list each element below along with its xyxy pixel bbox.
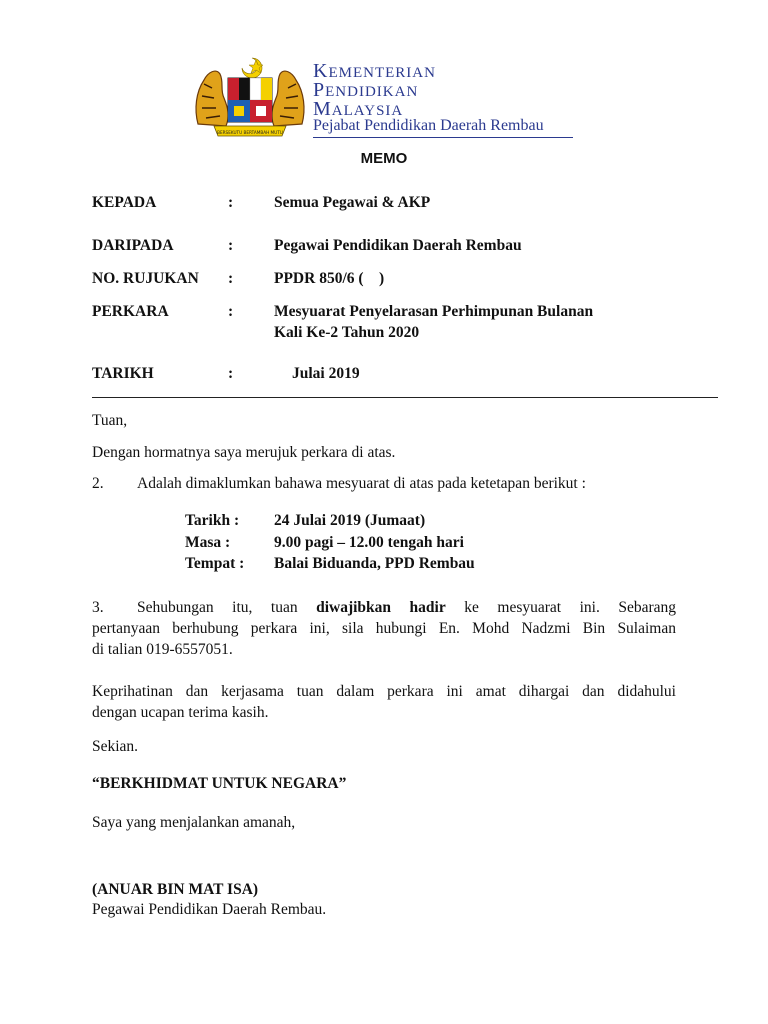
field-value-tarikh: Julai 2019	[292, 365, 360, 382]
field-label-kepada: KEPADA	[92, 194, 157, 211]
salutation: Tuan,	[92, 412, 128, 429]
paragraph-3-line-1: 3. Sehubungan itu, tuan diwajibkan hadir ke mesyuarat ini. Sebarang	[92, 599, 677, 616]
detail-value-tarikh: 24 Julai 2019 (Jumaat)	[274, 512, 426, 529]
field-colon-tarikh: :	[228, 365, 234, 382]
field-colon-rujukan: :	[228, 270, 234, 287]
field-label-daripada: DARIPADA	[92, 237, 174, 254]
signatory-name: (ANUAR BIN MAT ISA)	[92, 881, 259, 898]
paragraph-3-line-3: di talian 019-6557051.	[92, 641, 233, 658]
ministry-name-line-1: KEMENTERIAN	[313, 60, 436, 82]
detail-label-tempat: Tempat :	[185, 555, 245, 572]
ministry-crest-logo	[190, 54, 310, 140]
mandatory-attendance-text: diwajibkan hadir	[316, 599, 446, 616]
motto: “BERKHIDMAT UNTUK NEGARA”	[92, 775, 347, 792]
ministry-name-line-2: PENDIDIKAN	[313, 79, 419, 101]
field-value-rujukan: PPDR 850/6 ( )	[274, 270, 385, 287]
trust-line: Saya yang menjalankan amanah,	[92, 814, 296, 831]
field-colon-daripada: :	[228, 237, 234, 254]
field-value-daripada: Pegawai Pendidikan Daerah Rembau	[274, 237, 522, 254]
paragraph-3-line-2: pertanyaan berhubung perkara ini, sila hubungi En. Mohd Nadzmi Bin Sulaiman	[92, 620, 676, 637]
field-value-perkara-line-1: Mesyuarat Penyelarasan Perhimpunan Bulanan	[274, 303, 594, 320]
office-name: Pejabat Pendidikan Daerah Rembau	[313, 117, 544, 134]
ministry-name-line-3: MALAYSIA	[313, 98, 404, 120]
header-divider	[92, 397, 718, 398]
detail-value-tempat: Balai Biduanda, PPD Rembau	[274, 555, 475, 572]
field-label-perkara: PERKARA	[92, 303, 169, 320]
field-colon-perkara: :	[228, 303, 234, 320]
detail-label-tarikh: Tarikh :	[185, 512, 240, 529]
detail-value-masa: 9.00 pagi – 12.00 tengah hari	[274, 534, 464, 551]
paragraph-4-line-1: Keprihatinan dan kerjasama tuan dalam perkara ini amat dihargai dan didahului	[92, 683, 676, 700]
field-value-perkara-line-2: Kali Ke-2 Tahun 2020	[274, 324, 420, 341]
signatory-position: Pegawai Pendidikan Daerah Rembau.	[92, 901, 327, 918]
paragraph-2-number: 2.	[92, 475, 104, 492]
field-label-rujukan: NO. RUJUKAN	[92, 270, 199, 287]
memo-title: MEMO	[360, 150, 408, 167]
intro-paragraph: Dengan hormatnya saya merujuk perkara di atas.	[92, 444, 396, 461]
field-colon-kepada: :	[228, 194, 234, 211]
svg-text:BERSEKUTU BERTAMBAH MUTU: BERSEKUTU BERTAMBAH MUTU	[217, 130, 283, 135]
closing: Sekian.	[92, 738, 139, 755]
paragraph-4-line-2: dengan ucapan terima kasih.	[92, 704, 269, 721]
paragraph-4	[92, 681, 676, 723]
field-value-kepada: Semua Pegawai & AKP	[274, 194, 431, 211]
field-label-tarikh: TARIKH	[92, 365, 154, 382]
office-underline	[313, 137, 573, 138]
detail-label-masa: Masa :	[185, 534, 231, 551]
paragraph-3-number: 3.	[92, 599, 104, 616]
paragraph-2-text: Adalah dimaklumkan bahawa mesyuarat di atas pada ketetapan berikut :	[137, 475, 586, 492]
paragraph-3	[92, 597, 676, 660]
